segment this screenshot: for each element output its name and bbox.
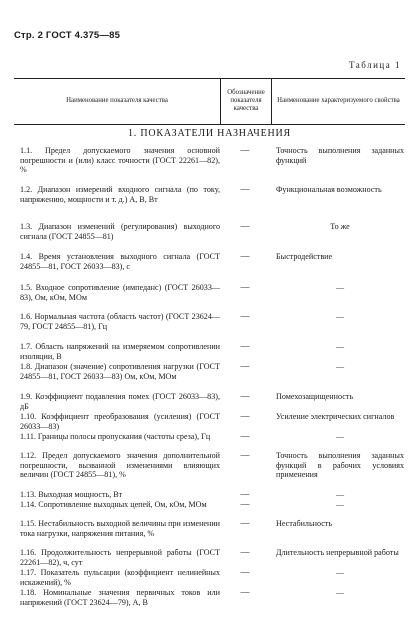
- row-indicator-name: 1.3. Диапазон изменений (регулирования) выходного сигнала (ГОСТ 24855—81): [20, 222, 220, 241]
- row-designation: —: [240, 184, 250, 194]
- row-property: —: [335, 432, 345, 441]
- row-indicator-name: 1.15. Нестабильность выходной величины при изменении тока нагрузки, напряжения питания, %: [20, 519, 220, 538]
- row-indicator-name: 1.6. Нормальная частота (область частот) (ГОСТ 23624—79, ГОСТ 24855—81), Гц: [20, 312, 220, 331]
- row-property: Помехозащищенность: [276, 392, 354, 401]
- row-indicator-name: 1.1. Предел допускаемого значения основной погрешности и (или) класс точности (ГОСТ 22261—82), %: [20, 146, 220, 175]
- row-property: —: [335, 490, 345, 499]
- row-property: —: [335, 588, 345, 597]
- row-indicator-name: 1.14. Сопротивление выходных цепей, Ом, кОм, МОм: [20, 500, 207, 509]
- row-property: —: [335, 568, 345, 577]
- column-header-name: Наименование показателя качества: [66, 97, 168, 104]
- row-designation: —: [240, 587, 250, 597]
- row-indicator-name: 1.9. Коэффициент подавления помех (ГОСТ 26033—83), дБ: [20, 392, 220, 411]
- table-label: Таблица 1: [349, 60, 401, 70]
- row-designation: —: [240, 547, 250, 557]
- row-indicator-name: 1.18. Номинальные значения первичных токов или напряжений (ГОСТ 23624—79), А, В: [20, 588, 220, 607]
- row-indicator-name: 1.17. Показатель пульсации (коэффициент нелинейных искажений), %: [20, 568, 220, 587]
- row-indicator-name: 1.2. Диапазон измерений входного сигнала (по току, напряжению, мощности и т. д.) А, В, Вт: [20, 185, 220, 204]
- row-property: Функциональная возможность: [276, 185, 382, 194]
- row-property: Длительность непрерывной работы: [276, 548, 399, 557]
- row-designation: —: [240, 391, 250, 401]
- page-header: Стр. 2 ГОСТ 4.375—85: [14, 30, 121, 41]
- row-designation: —: [240, 450, 250, 460]
- row-designation: —: [240, 431, 250, 441]
- row-designation: —: [240, 518, 250, 528]
- row-designation: —: [240, 499, 250, 509]
- row-designation: —: [240, 341, 250, 351]
- section-title: 1. ПОКАЗАТЕЛИ НАЗНАЧЕНИЯ: [127, 128, 292, 139]
- row-indicator-name: 1.11. Границы полосы пропускания (частоты среза), Гц: [20, 432, 211, 441]
- row-designation: —: [240, 489, 250, 499]
- row-indicator-name: 1.5. Входное сопротивление (импеданс) (ГОСТ 26033—83), Ом, кОм, МОм: [20, 283, 220, 302]
- row-property: —: [335, 283, 345, 292]
- row-designation: —: [240, 145, 250, 155]
- column-header-property: Наименование характеризуемого свойства: [277, 97, 400, 104]
- table-header-rule: [14, 124, 405, 125]
- row-property: —: [335, 500, 345, 509]
- row-indicator-name: 1.4. Время установления выходного сигнала (ГОСТ 24855—81, ГОСТ 26033—83), с: [20, 252, 220, 271]
- row-designation: —: [240, 567, 250, 577]
- row-designation: —: [240, 411, 250, 421]
- row-property: Точность выполнения заданных функций в рабочих условиях применения: [276, 451, 404, 480]
- row-property: —: [335, 342, 345, 351]
- row-indicator-name: 1.16. Продолжительность непрерывной работы (ГОСТ 22261—82), ч, сут: [20, 548, 220, 567]
- row-designation: —: [240, 251, 250, 261]
- row-indicator-name: 1.13. Выходная мощность, Вт: [20, 490, 123, 499]
- row-designation: —: [240, 361, 250, 371]
- row-indicator-name: 1.8. Диапазон (значение) сопротивления нагрузки (ГОСТ 24855—81, ГОСТ 26033—83) Ом, кОм, МОм: [20, 362, 220, 381]
- row-property: —: [335, 362, 345, 371]
- row-designation: —: [240, 311, 250, 321]
- row-property: То же: [330, 222, 350, 231]
- row-property: Усиление электрических сигналов: [276, 412, 395, 421]
- row-indicator-name: 1.10. Коэффициент преобразования (усиления) (ГОСТ 26033—83): [20, 412, 220, 431]
- row-property: Точность выполнения заданных функций: [276, 146, 404, 165]
- row-indicator-name: 1.12. Предел допускаемого значения дополнительной погрешности, вызванной изменениями влияющих величин (ГОСТ 24855—81), %: [20, 451, 220, 480]
- row-designation: —: [240, 282, 250, 292]
- row-designation: —: [240, 221, 250, 231]
- column-header-designation: Обозначение показателя качества: [227, 89, 265, 112]
- row-indicator-name: 1.7. Область напряжений на измеряемом сопротивлении изоляции, В: [20, 342, 220, 361]
- row-property: Быстродействие: [276, 252, 333, 261]
- row-property: —: [335, 312, 345, 321]
- row-property: Нестабильность: [276, 519, 333, 528]
